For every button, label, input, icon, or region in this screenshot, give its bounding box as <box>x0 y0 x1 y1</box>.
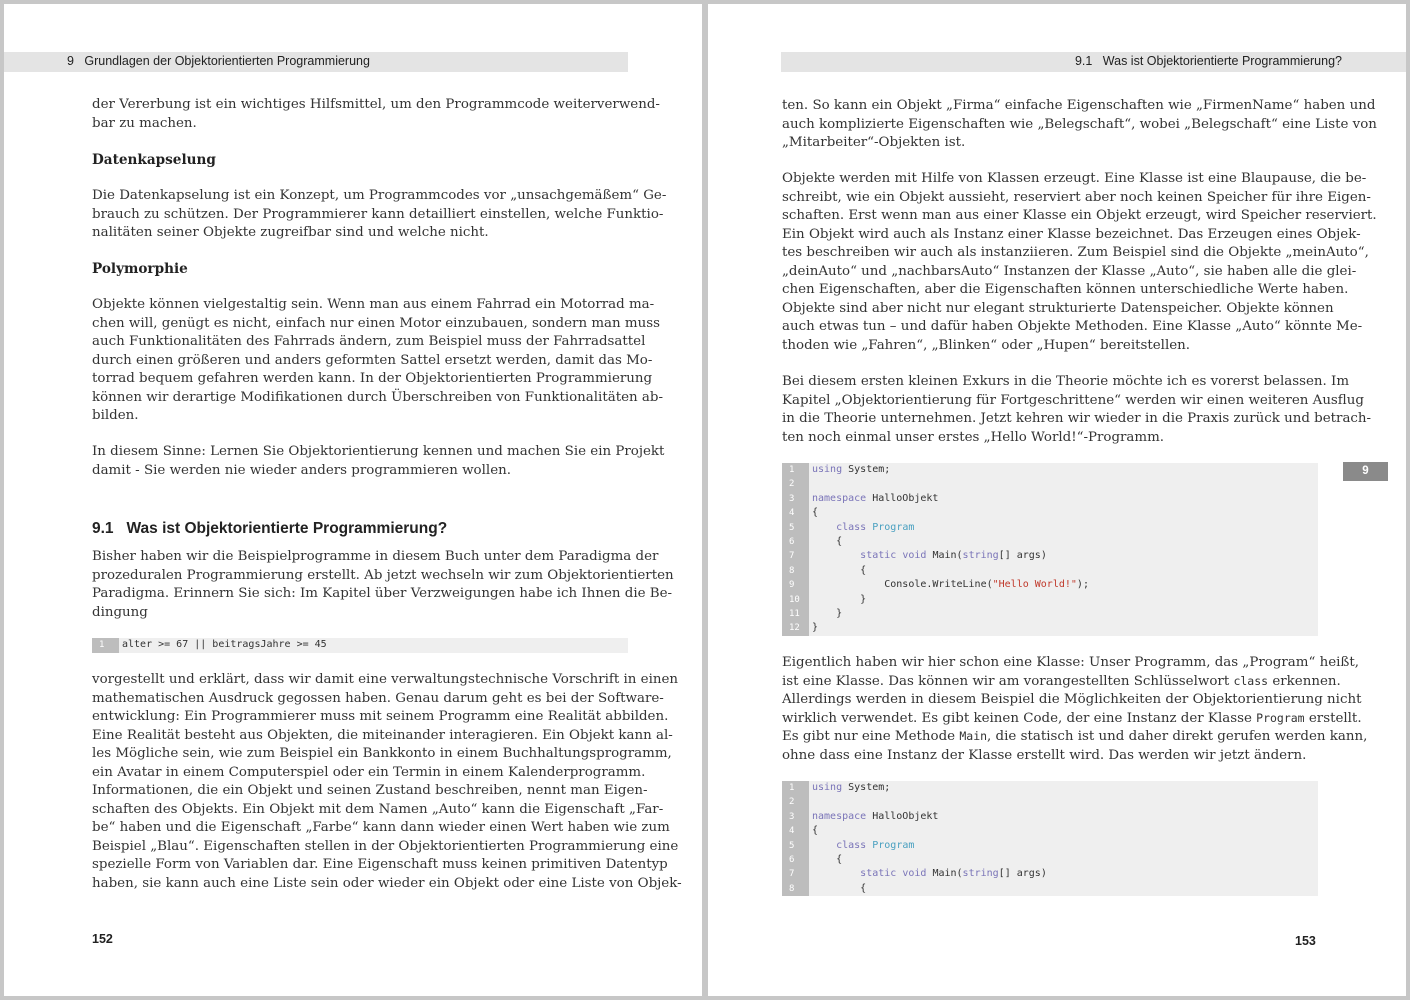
code-line: 7 static void Main(string[] args) <box>782 867 1047 881</box>
line-number: 6 <box>789 855 795 865</box>
code-line: 10 } <box>782 593 866 607</box>
paragraph-line: ohne dass eine Instanz der Klasse erstellt wird. Das werden wir jetzt ändern. <box>782 748 1307 763</box>
paragraph-line: durch einen größeren und anders geformten Sattel ersetzt werden, damit das Mo- <box>92 353 653 368</box>
code-line: 5 class Program <box>782 521 914 535</box>
paragraph-line: können wir derartige Modifikationen durch Überschreiben von Funktionalitäten ab- <box>92 390 663 405</box>
line-number: 1 <box>789 783 795 793</box>
code-line: 4 { <box>782 506 818 520</box>
paragraph-line: spezielle Form von Variablen dar. Eine Eigenschaft muss keinen primitiven Datentyp <box>92 857 668 872</box>
paragraph-line: auch Funktionalitäten des Fahrrads ändern, zum Beispiel muss der Fahrradsattel <box>92 334 646 349</box>
paragraph-line: Es gibt nur eine Methode Main, die statisch ist und daher direkt gerufen werden kann, <box>782 729 1368 744</box>
paragraph-line: chen Eigenschaften, aber die Eigenschaften können unterschiedliche Werte haben. <box>782 282 1349 297</box>
line-number: 2 <box>789 479 795 490</box>
code-line <box>782 477 812 491</box>
code-line: 5 class Program <box>782 839 914 853</box>
chapter-thumb-tab: 9 <box>1343 462 1388 481</box>
code-line: 1 using System; <box>782 463 890 477</box>
section-number: 9.1 <box>92 520 114 537</box>
line-number: 12 <box>789 623 800 634</box>
line-number: 9 <box>789 580 795 591</box>
code-line: 7 static void Main(string[] args) <box>782 549 1047 563</box>
code-line <box>92 638 327 652</box>
paragraph-line: Informationen, die ein Objekt und seinen Zustand beschreiben, nennt man Eigen- <box>92 783 648 798</box>
page-number: 153 <box>1295 934 1316 948</box>
header-section-number: 9.1 <box>1074 54 1093 68</box>
heading-polymorphie: Polymorphie <box>92 261 188 277</box>
page-number: 152 <box>92 932 113 946</box>
paragraph-line: ten. So kann ein Objekt „Firma“ einfache Eigenschaften wie „FirmenName“ haben und <box>782 98 1376 113</box>
code-line: 12 } <box>782 621 818 635</box>
paragraph-line: dingung <box>92 605 148 620</box>
paragraph-line: torrad bequem gefahren werden kann. In der Objektorientierten Programmierung <box>92 371 653 386</box>
paragraph-line: Kapitel „Objektorientierung für Fortgeschrittene“ werden wir einen weiteren Ausflug <box>782 393 1364 408</box>
paragraph-line: vorgestellt und erklärt, dass wir damit eine verwaltungstechnische Vorschrift in einen <box>92 672 679 687</box>
paragraph-line: ein Avatar in einem Computerspiel oder ein Termin in einem Kalenderprogramm. <box>92 765 646 780</box>
paragraph-line: tes beschreiben wir auch als instanziieren. Zum Beispiel sind die Objekte „meinAuto“, <box>782 245 1369 260</box>
paragraph-line: Ein Objekt wird auch als Instanz einer Klasse bezeichnet. Das Erzeugen eines Objek- <box>782 227 1361 242</box>
paragraph-line: bilden. <box>92 408 139 423</box>
header-chapter-number: 9 <box>67 54 74 68</box>
paragraph-line: ten noch einmal unser erstes „Hello World!“-Programm. <box>782 430 1165 445</box>
code-text: alter >= 67 || beitragsJahre >= 45 <box>122 639 327 650</box>
line-number: 11 <box>789 609 800 619</box>
paragraph-line: prozeduralen Programmierung erstellt. Ab jetzt wechseln wir zum Objektorientierten <box>92 568 674 583</box>
paragraph-line: In diesem Sinne: Lernen Sie Objektorientierung kennen und machen Sie ein Projekt <box>92 444 665 459</box>
paragraph-line: Die Datenkapselung ist ein Konzept, um Programmcodes vor „unsachgemäßem“ Ge- <box>92 188 667 203</box>
header-section-title: Was ist Objektorientierte Programmierung? <box>1102 54 1342 68</box>
code-block-hallo-objekt <box>782 781 1318 896</box>
line-number: 7 <box>789 551 795 562</box>
section-title: Was ist Objektorientierte Programmierung? <box>126 520 448 537</box>
paragraph-line: Eine Realität besteht aus Objekten, die miteinander interagieren. Ein Objekt kann al- <box>92 728 673 743</box>
paragraph-line: „Mitarbeiter“-Objekten ist. <box>782 135 966 150</box>
paragraph-line: Objekte werden mit Hilfe von Klassen erzeugt. Eine Klasse ist eine Blaupause, die be- <box>782 171 1367 186</box>
code-line: 8 { <box>782 564 866 578</box>
paragraph-line: schreibt, wie ein Objekt aussieht, reserviert aber noch keinen Speicher für ihre Eigen- <box>782 190 1371 205</box>
code-line: 3 namespace HalloObjekt <box>782 810 938 824</box>
code-line: 6 { <box>782 853 842 867</box>
line-number: 1 <box>789 465 795 475</box>
paragraph-line: Objekte können vielgestaltig sein. Wenn man aus einem Fahrrad ein Motorrad ma- <box>92 297 655 312</box>
paragraph-line: entwicklung: Ein Programmierer muss mit seinem Programm eine Realität abbilden. <box>92 709 669 724</box>
paragraph-line: auch etwas tun – und dafür haben Objekte Methoden. Eine Klasse „Auto“ könnte Me- <box>782 319 1363 334</box>
line-number: 5 <box>789 840 795 851</box>
paragraph-line: haben, sie kann auch eine Liste sein oder wieder ein Objekt oder eine Liste von Objek- <box>92 876 682 891</box>
paragraph-line: be“ haben und die Eigenschaft „Farbe“ kann dann wieder einen Wert haben wie zum <box>92 820 670 835</box>
paragraph-line: Objekte sind aber nicht nur elegant strukturierte Datenspeicher. Objekte können <box>782 301 1334 316</box>
paragraph-line: wirklich verwendet. Es gibt keinen Code, der eine Instanz der Klasse Program erstellt. <box>782 711 1362 726</box>
paragraph-line: Paradigma. Erinnern Sie sich: Im Kapitel über Verzweigungen habe ich Ihnen die Be- <box>92 586 673 601</box>
line-number: 8 <box>789 565 795 576</box>
paragraph-line: Allerdings werden in diesem Beispiel die Möglichkeiten der Objektorientierung nicht <box>782 692 1362 707</box>
running-header <box>67 54 370 68</box>
code-block-condition <box>92 638 628 653</box>
code-line: 3 namespace HalloObjekt <box>782 492 938 506</box>
code-line: 4 { <box>782 824 818 838</box>
paragraph-line: der Vererbung ist ein wichtiges Hilfsmittel, um den Programmcode weiterverwend- <box>92 97 660 112</box>
line-number: 4 <box>789 826 795 837</box>
paragraph-line: Bei diesem ersten kleinen Exkurs in die Theorie möchte ich es vorerst belassen. Im <box>782 374 1350 389</box>
right-page <box>708 4 1406 996</box>
left-page <box>4 4 702 996</box>
paragraph-line: damit - Sie werden nie wieder anders programmieren wollen. <box>92 463 511 478</box>
paragraph-line: thoden wie „Fahren“, „Blinken“ oder „Hupen“ bereitstellen. <box>782 338 1191 353</box>
paragraph-line: schaften des Objekts. Ein Objekt mit dem Namen „Auto“ kann die Eigenschaft „Far- <box>92 802 664 817</box>
paragraph-line: mathematischen Ausdruck gegossen haben. Genau darum geht es bei der Software- <box>92 691 664 706</box>
header-chapter-title: Grundlagen der Objektorientierten Programmierung <box>84 54 370 68</box>
line-number: 1 <box>99 640 105 650</box>
line-number: 10 <box>789 594 800 605</box>
line-number: 2 <box>789 797 795 808</box>
code-line <box>782 795 812 809</box>
code-block-hello-world <box>782 463 1318 636</box>
section-heading <box>92 520 447 538</box>
paragraph-line: Bisher haben wir die Beispielprogramme in diesem Buch unter dem Paradigma der <box>92 549 659 564</box>
code-line: 6 { <box>782 535 842 549</box>
paragraph-line: Beispiel „Blau“. Eigenschaften stellen in der Objektorientierten Programmierung eine <box>92 839 679 854</box>
paragraph-line: Eigentlich haben wir hier schon eine Klasse: Unser Programm, das „Program“ heißt, <box>782 655 1360 670</box>
line-number: 8 <box>789 883 795 894</box>
paragraph-line: „deinAuto“ und „nachbarsAuto“ Instanzen der Klasse „Auto“, sie haben alle die glei- <box>782 264 1357 279</box>
paragraph-line: chen will, genügt es nicht, einfach nur einen Motor einzubauen, sondern man muss <box>92 316 660 331</box>
line-number: 3 <box>789 811 795 822</box>
running-header <box>1075 54 1342 68</box>
line-number: 7 <box>789 869 795 880</box>
code-line: 11 } <box>782 607 842 621</box>
line-number: 6 <box>789 537 795 547</box>
paragraph-line: brauch zu schützen. Der Programmierer kann detailliert einstellen, welche Funktio- <box>92 207 664 222</box>
code-line: 8 { <box>782 882 866 896</box>
paragraph-line: nalitäten seiner Objekte zugreifbar sind und welche nicht. <box>92 225 489 240</box>
line-number: 4 <box>789 508 795 519</box>
paragraph-line: auch komplizierte Eigenschaften wie „Belegschaft“, wobei „Belegschaft“ eine Liste von <box>782 117 1377 132</box>
code-line: 9 Console.WriteLine("Hello World!"); <box>782 578 1089 592</box>
paragraph-line: bar zu machen. <box>92 116 197 131</box>
paragraph-line: in die Theorie unternehmen. Jetzt kehren wir wieder in die Praxis zurück und betrach- <box>782 411 1372 426</box>
paragraph-line: ist eine Klasse. Das können wir am vorangestellten Schlüsselwort class erkennen. <box>782 674 1341 689</box>
paragraph-line: les Mögliche sein, wie zum Beispiel ein Bankkonto in einem Buchhaltungsprogramm, <box>92 746 672 761</box>
line-number: 3 <box>789 493 795 504</box>
line-number: 5 <box>789 522 795 533</box>
paragraph-line: schaften. Erst wenn man aus einer Klasse ein Objekt erzeugt, wird Speicher reserviert. <box>782 208 1377 223</box>
code-line: 1 using System; <box>782 781 890 795</box>
heading-datenkapselung: Datenkapselung <box>92 152 216 168</box>
